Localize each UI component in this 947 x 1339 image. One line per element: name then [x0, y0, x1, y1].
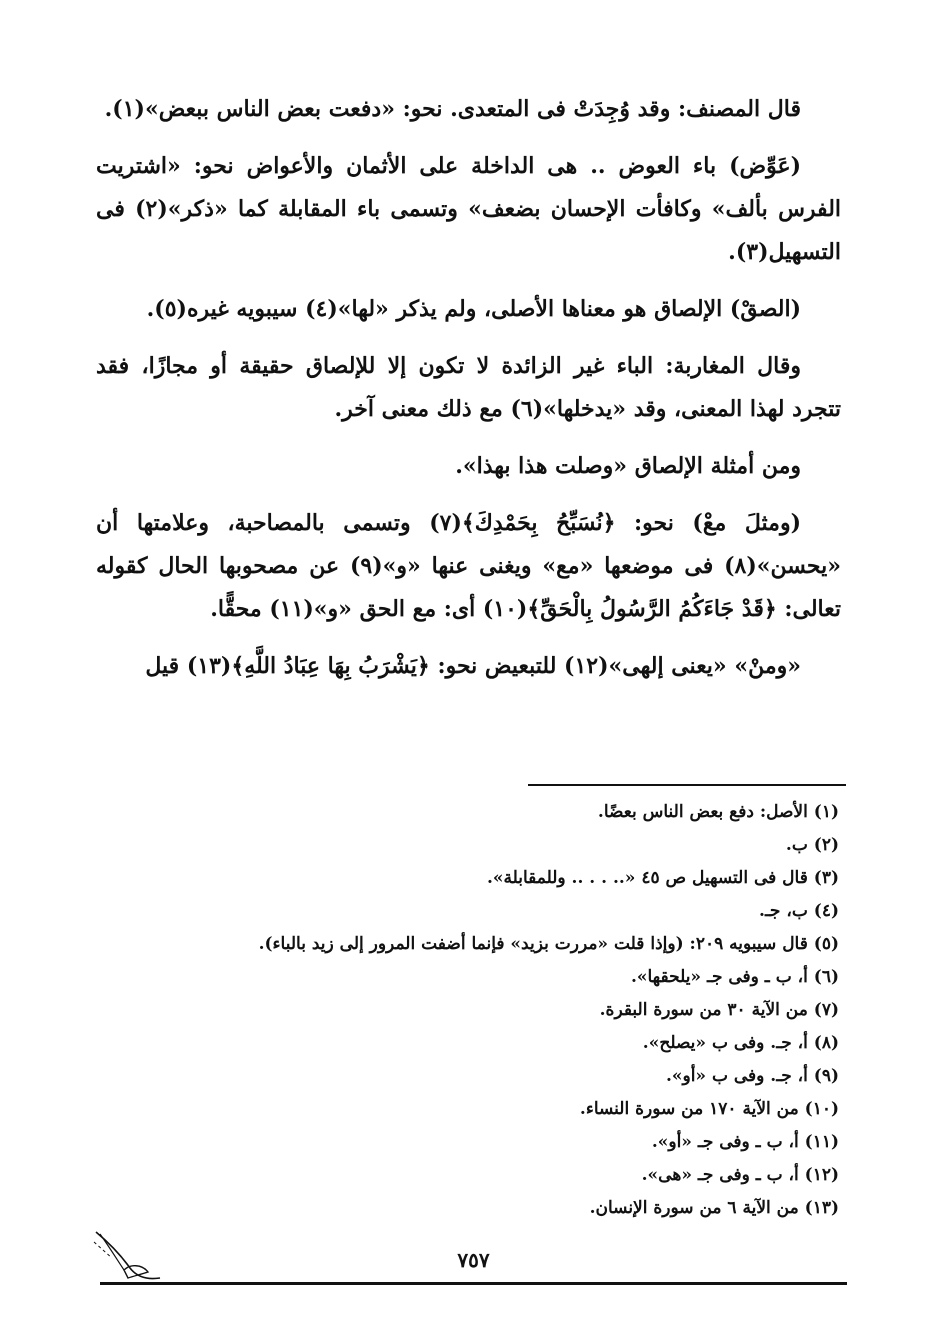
footnote-5: (٥) قال سيبويه ٢٠٩: (وإذا قلت «مررت بزيد» فإنما أضفت المرور إلى زيد بالباء).: [258, 934, 839, 954]
bottom-rule: [100, 1282, 847, 1285]
footnote-separator: [528, 784, 846, 786]
main-text: [96, 88, 841, 702]
paragraph-2: (عَوِّض) باء العوض .. هى الداخلة على الأثمان والأعواض نحو: «اشتريت الفرس بألف» وكافأت الإحسان بضعف» وتسمى باء المقابلة كما «ذكر»(٢) فى التسهيل(٣).: [96, 153, 842, 265]
paragraph-3: (الصقْ) الإلصاق هو معناها الأصلى، ولم يذكر «لها»(٤) سيبويه غيره(٥).: [146, 296, 801, 322]
page-number: ٧٥٧: [457, 1248, 490, 1272]
footnote-6: (٦) أ، ب ـ وفى جـ «يلحقها».: [630, 967, 839, 987]
paragraph-6: (ومثلَ معْ) نحو: ﴿نُسَبِّحُ بِحَمْدِكَ﴾(٧) وتسمى بالمصاحبة، وعلامتها أن «يحسن»(٨) فى موضعها «مع» ويغنى عنها «و»(٩) عن مصحوبها الحال كقوله تعالى: ﴿قَدْ جَاءَكُمُ الرَّسُولُ بِالْحَقِّ﴾(١٠) أى: مع الحق «و»(١١) محقًّا.: [96, 510, 841, 622]
footnote-4: (٤) ب، جـ.: [759, 901, 839, 921]
paragraph-5: ومن أمثلة الإلصاق «وصلت هذا بهذا».: [455, 453, 801, 479]
footnote-1: (١) الأصل: دفع بعض الناس بعضًا.: [597, 802, 839, 822]
footnote-7: (٧) من الآية ٣٠ من سورة البقرة.: [599, 1000, 839, 1020]
footnote-12: (١٢) أ، ب ـ وفى جـ «هى».: [641, 1165, 839, 1185]
footnote-9: (٩) أ، جـ. وفى ب «أو».: [665, 1066, 839, 1086]
footnote-10: (١٠) من الآية ١٧٠ من سورة النساء.: [579, 1099, 839, 1119]
footnote-2: (٢) ب.: [785, 835, 839, 855]
paragraph-1: قال المصنف: وقد وُجِدَتْ فى المتعدى. نحو: «دفعت بعض الناس ببعض»(١).: [104, 96, 801, 122]
footnote-11: (١١) أ، ب ـ وفى جـ «أو».: [651, 1132, 839, 1152]
footnote-8: (٨) أ، جـ. وفى ب «يصلح».: [642, 1033, 839, 1053]
paragraph-4: وقال المغاربة: الباء غير الزائدة لا تكون إلا للإلصاق حقيقة أو مجازًا، فقد تتجرد لهذا المعنى، وقد «يدخلها»(٦) مع ذلك معنى آخر.: [96, 353, 841, 422]
footnotes: [79, 796, 839, 1225]
paragraph-7: «ومنْ» «يعنى إلهى»(١٢) للتبعيض نحو: ﴿يَشْرَبُ بِهَا عِبَادُ اللَّهِ﴾(١٣) قيل: [145, 653, 801, 679]
footnote-13: (١٣) من الآية ٦ من سورة الإنسان.: [589, 1198, 839, 1218]
footnote-3: (٣) قال فى التسهيل ص ٤٥ «.. . . .. وللمقابلة».: [486, 868, 839, 888]
